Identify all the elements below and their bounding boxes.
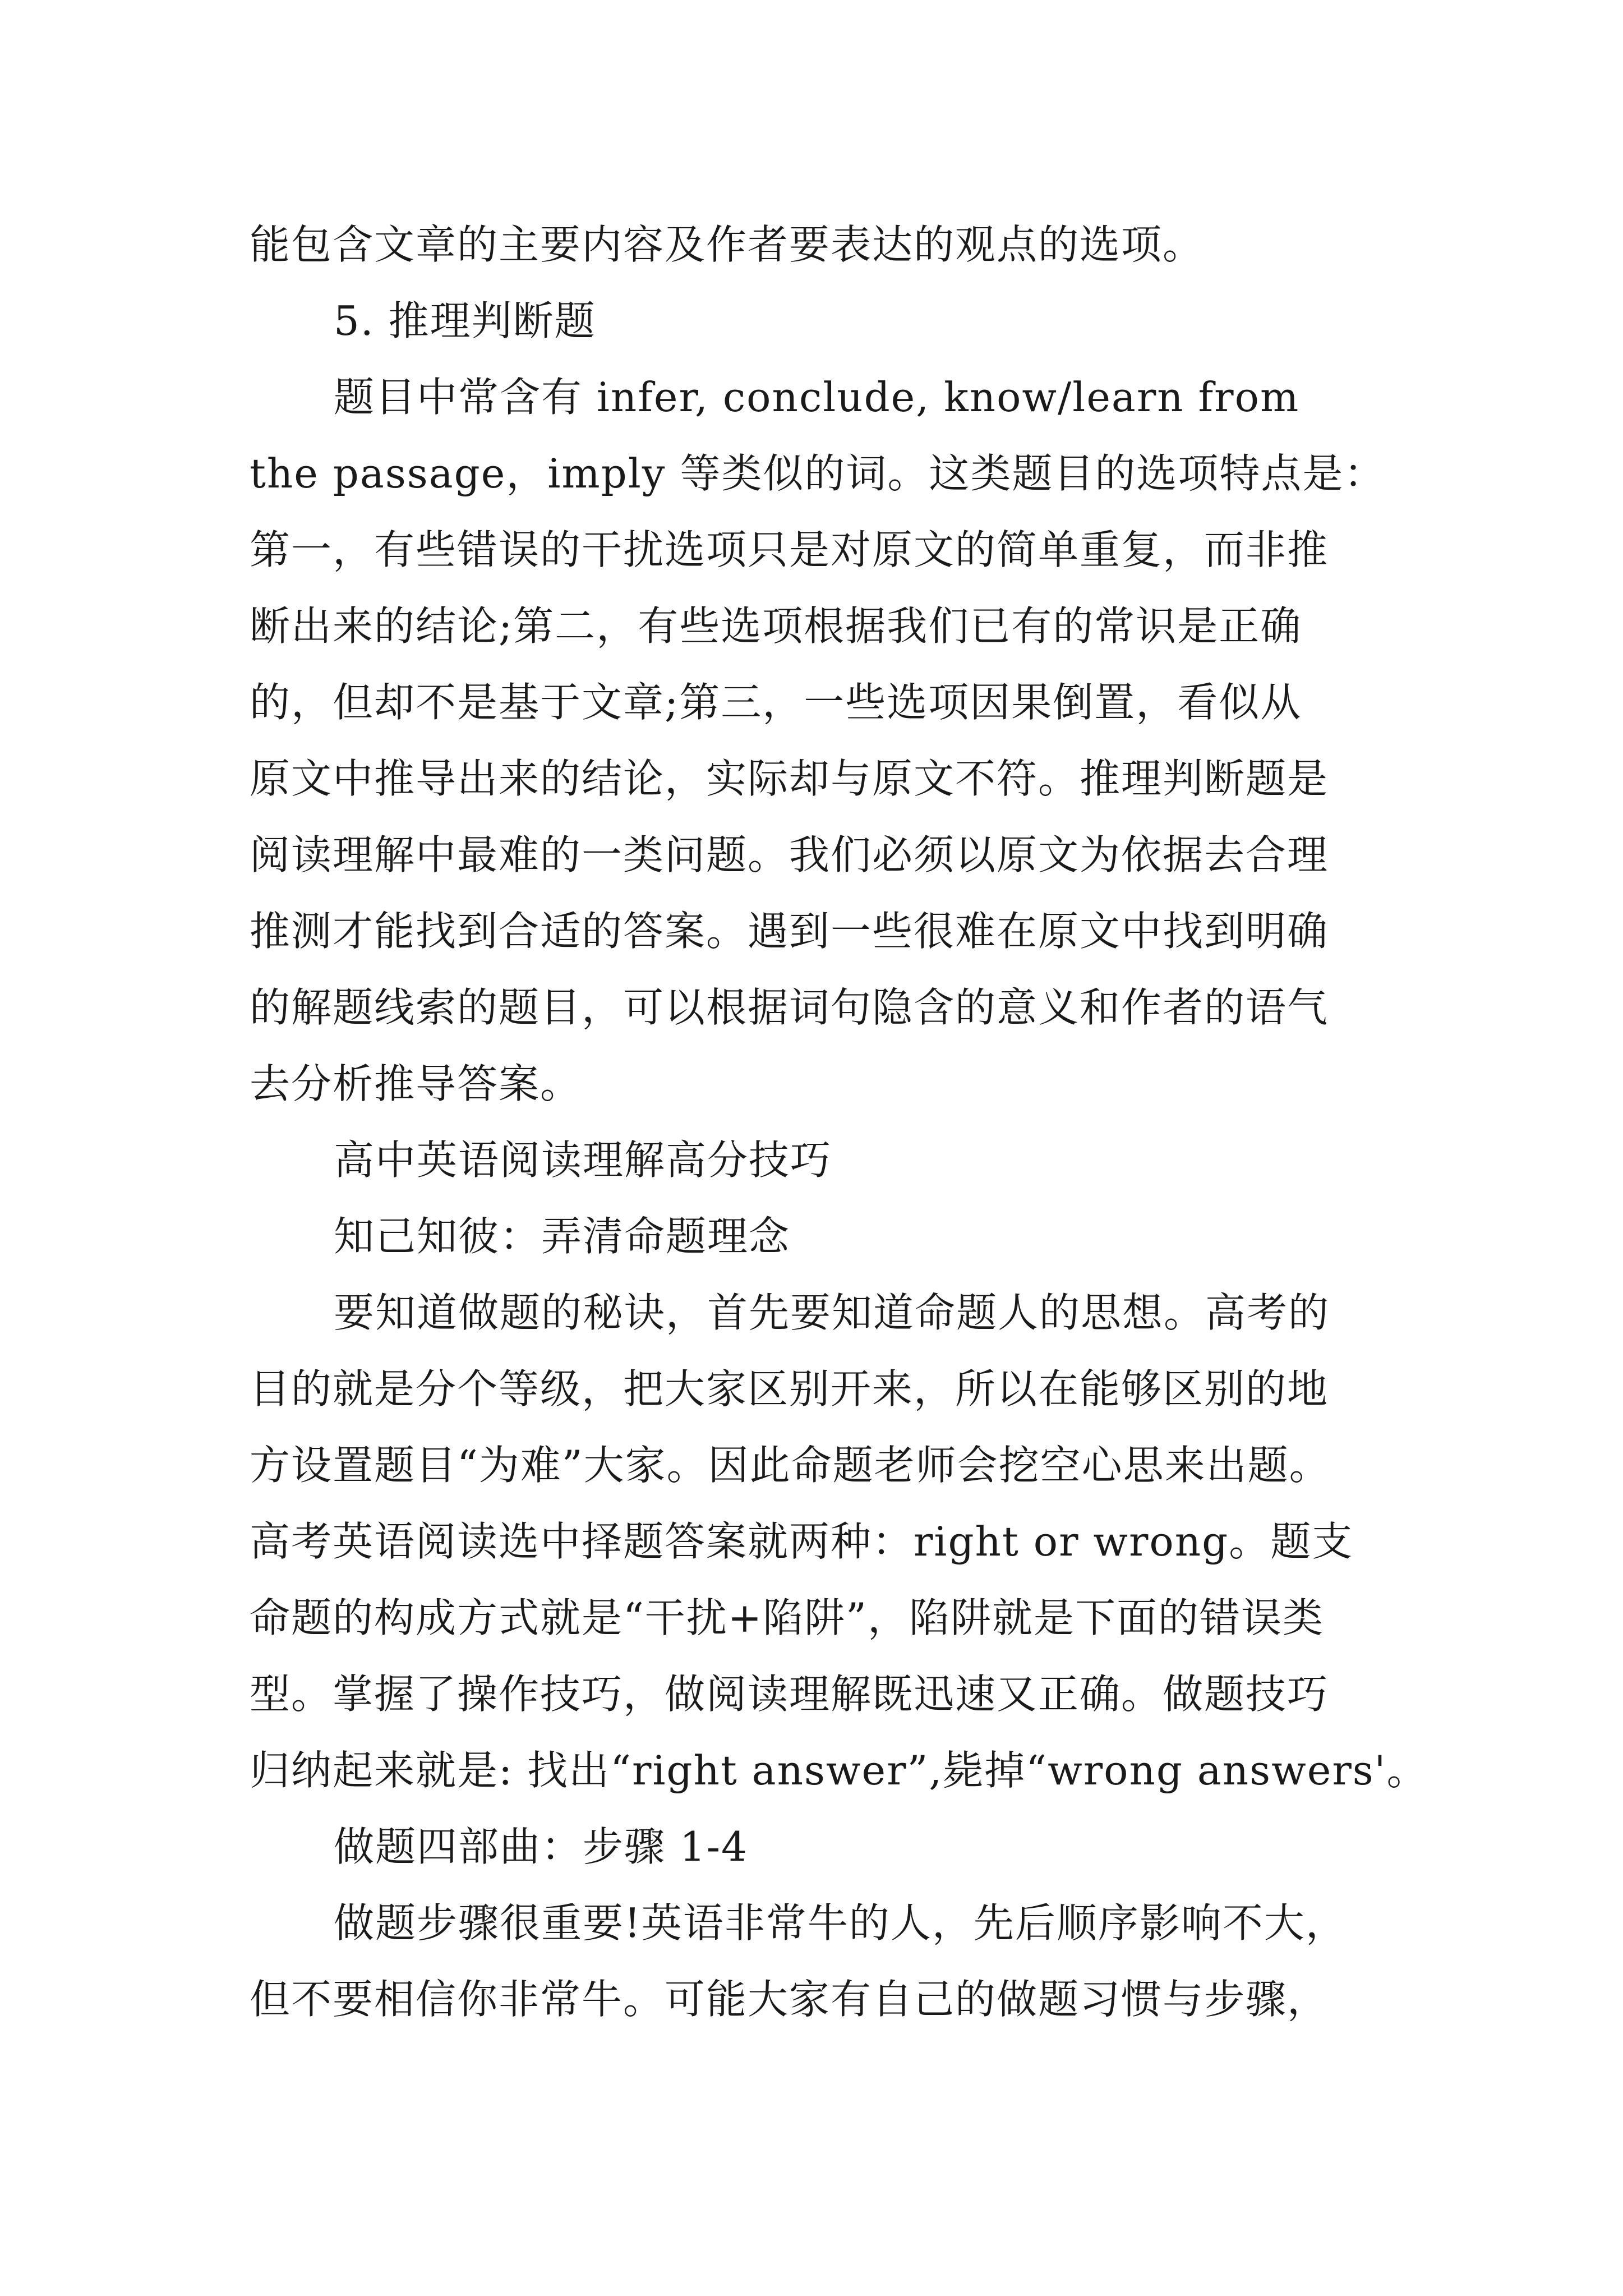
text-line: 但不要相信你非常牛。可能大家有自己的做题习惯与步骤， [250, 1976, 1329, 2023]
text-line: 要知道做题的秘诀，首先要知道命题人的思想。高考的 [334, 1289, 1330, 1336]
body-text [250, 206, 1428, 2037]
text-line: 题目中常含有 infer, conclude, know/learn from [334, 374, 1300, 421]
text-line: 断出来的结论;第二，有些选项根据我们已有的常识是正确 [250, 602, 1302, 650]
text-line: 去分析推导答案。 [250, 1060, 582, 1107]
text-line: 推测才能找到合适的答案。遇到一些很难在原文中找到明确 [250, 908, 1329, 955]
section-heading: 知己知彼：弄清命题理念 [334, 1213, 791, 1260]
text-line: 的解题线索的题目，可以根据词句隐含的意义和作者的语气 [250, 984, 1329, 1031]
text-line: 归纳起来就是: 找出“right answer”,毙掉“wrong answers'。 [250, 1747, 1428, 1794]
text-line: 型。掌握了操作技巧，做阅读理解既迅速又正确。做题技巧 [250, 1671, 1329, 1718]
text-line: 做题步骤很重要!英语非常牛的人，先后顺序影响不大， [334, 1899, 1347, 1947]
section-heading: 高中英语阅读理解高分技巧 [334, 1137, 832, 1184]
text-line: 的，但却不是基于文章;第三，一些选项因果倒置，看似从 [250, 679, 1302, 726]
text-line: 能包含文章的主要内容及作者要表达的观点的选项。 [250, 221, 1205, 268]
text-line: 高考英语阅读选中择题答案就两种：right or wrong。题支 [250, 1518, 1354, 1565]
text-line: 方设置题目“为难”大家。因此命题老师会挖空心思来出题。 [250, 1442, 1331, 1489]
text-line: 第一，有些错误的干扰选项只是对原文的简单重复，而非推 [250, 526, 1329, 573]
text-line: 阅读理解中最难的一类问题。我们必须以原文为依据去合理 [250, 831, 1329, 878]
text-line: 原文中推导出来的结论，实际却与原文不符。推理判断题是 [250, 755, 1329, 802]
text-line: 目的就是分个等级，把大家区别开来，所以在能够区别的地 [250, 1365, 1329, 1412]
text-line: 命题的构成方式就是“干扰+陷阱”，陷阱就是下面的错误类 [250, 1594, 1324, 1641]
section-heading: 5. 推理判断题 [334, 297, 596, 344]
text-line: the passage，imply 等类似的词。这类题目的选项特点是： [250, 450, 1386, 497]
section-heading: 做题四部曲：步骤 1-4 [334, 1823, 748, 1870]
